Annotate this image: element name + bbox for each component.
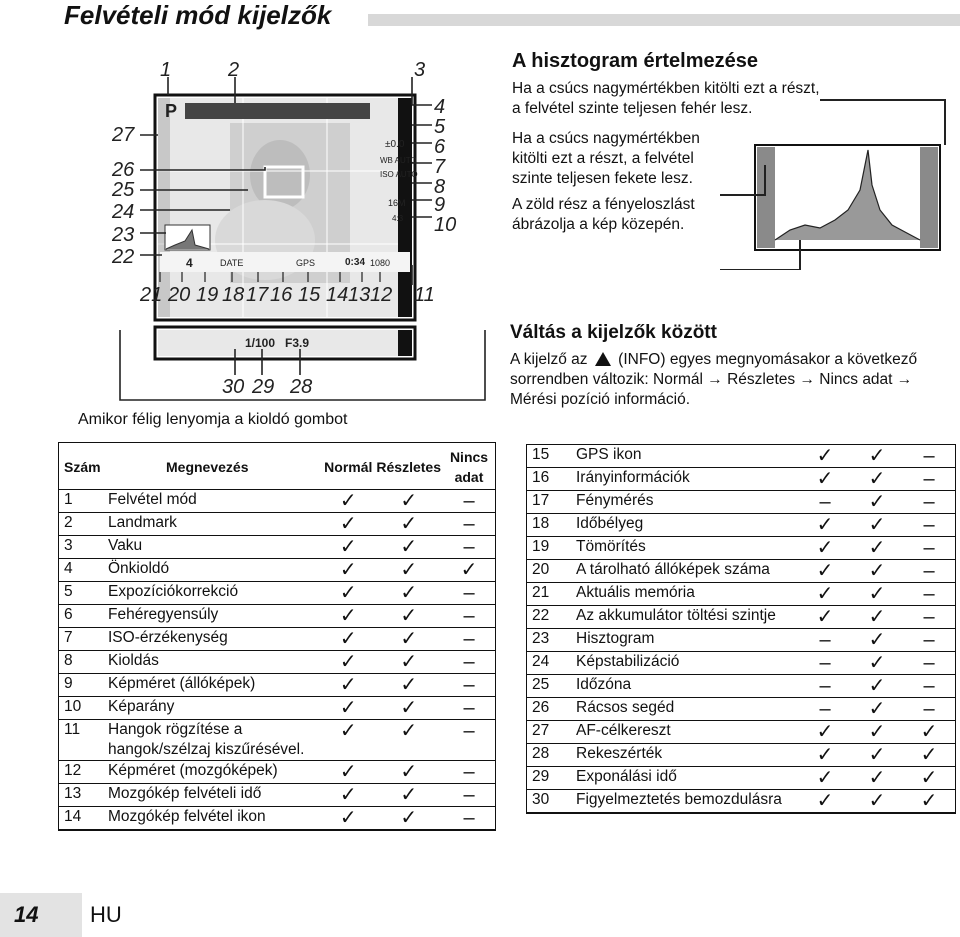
row-number: 19 <box>527 537 574 560</box>
row-mark: – <box>443 605 495 628</box>
table-row <box>59 651 495 674</box>
row-mark: ✓ <box>851 652 903 675</box>
table-row <box>527 629 955 652</box>
label-23: 23 <box>112 224 135 246</box>
display-diagram <box>0 45 505 440</box>
col-num: Szám <box>59 443 106 490</box>
row-mark: ✓ <box>851 606 903 629</box>
row-mark: ✓ <box>322 651 374 674</box>
row-mark: ✓ <box>374 807 443 830</box>
table-row <box>527 767 955 790</box>
label-28: 28 <box>290 376 313 398</box>
row-mark: ✓ <box>374 628 443 651</box>
row-mark: ✓ <box>322 784 374 807</box>
row-mark: ✓ <box>374 559 443 582</box>
row-mark: ✓ <box>903 790 955 813</box>
table-row <box>527 744 955 767</box>
row-mark: ✓ <box>322 536 374 559</box>
row-mark: ✓ <box>903 767 955 790</box>
row-mark: – <box>903 583 955 606</box>
row-mark: – <box>443 490 495 513</box>
row-number: 15 <box>527 445 574 468</box>
row-label: Mozgókép felvételi idő <box>106 784 322 807</box>
row-mark: ✓ <box>903 721 955 744</box>
row-mark: ✓ <box>374 761 443 784</box>
title-bar <box>368 14 960 26</box>
label-15: 15 <box>298 284 321 306</box>
label-22: 22 <box>112 246 135 268</box>
label-24: 24 <box>112 201 135 223</box>
black-text: Ha a csúcs nagymértékben kitölti ezt a részt, a felvétel szinte teljesen fekete lesz. <box>512 130 700 187</box>
row-number: 16 <box>527 468 574 491</box>
row-mark: ✓ <box>322 761 374 784</box>
row-label: Aktuális memória <box>574 583 799 606</box>
label-26: 26 <box>112 159 135 181</box>
mode-icon: P <box>165 101 178 121</box>
row-label: Képméret (állóképek) <box>106 674 322 697</box>
row-number: 30 <box>527 790 574 813</box>
green-text: A zöld rész a fényeloszlást ábrázolja a kép közepén. <box>512 196 695 233</box>
row-mark: – <box>799 652 851 675</box>
label-13: 13 <box>348 284 371 306</box>
row-mark: ✓ <box>322 720 374 761</box>
row-label: Hisztogram <box>574 629 799 652</box>
table-row <box>59 559 495 582</box>
row-label: Exponálási idő <box>574 767 799 790</box>
row-mark: ✓ <box>851 790 903 813</box>
row-label: Irányinformációk <box>574 468 799 491</box>
row-mark: – <box>799 698 851 721</box>
label-4: 4 <box>434 96 446 118</box>
row-number: 18 <box>527 514 574 537</box>
row-mark: – <box>903 537 955 560</box>
row-mark: ✓ <box>374 784 443 807</box>
row-mark: – <box>903 606 955 629</box>
switch-text <box>510 350 955 410</box>
row-number: 17 <box>527 491 574 514</box>
row-mark: ✓ <box>851 537 903 560</box>
col-nodata: Nincs adat <box>443 443 495 490</box>
table-row <box>527 698 955 721</box>
row-label: Időzóna <box>574 675 799 698</box>
label-14: 14 <box>326 284 349 306</box>
row-mark: ✓ <box>374 720 443 761</box>
col-normal: Normál <box>322 443 374 490</box>
row-mark: ✓ <box>322 513 374 536</box>
row-mark: ✓ <box>851 698 903 721</box>
label-6: 6 <box>434 136 446 158</box>
row-mark: ✓ <box>374 536 443 559</box>
row-mark: ✓ <box>799 468 851 491</box>
row-mark: – <box>443 513 495 536</box>
row-number: 9 <box>59 674 106 697</box>
row-mark: ✓ <box>851 445 903 468</box>
row-mark: ✓ <box>322 807 374 830</box>
row-mark: – <box>443 720 495 761</box>
table-row <box>59 720 495 761</box>
row-number: 4 <box>59 559 106 582</box>
row-mark: ✓ <box>799 744 851 767</box>
row-mark: ✓ <box>851 468 903 491</box>
row-number: 24 <box>527 652 574 675</box>
row-mark: ✓ <box>322 674 374 697</box>
row-mark: – <box>903 629 955 652</box>
language-code: HU <box>90 902 122 927</box>
row-number: 29 <box>527 767 574 790</box>
row-mark: ✓ <box>443 559 495 582</box>
table-left-frame <box>58 442 496 831</box>
page-title: Felvételi mód kijelzők <box>64 0 332 30</box>
table-row <box>527 606 955 629</box>
row-mark: – <box>903 675 955 698</box>
row-mark: – <box>903 445 955 468</box>
row-number: 22 <box>527 606 574 629</box>
table-row <box>59 536 495 559</box>
row-mark: – <box>799 491 851 514</box>
row-mark: – <box>799 629 851 652</box>
row-label: Mozgókép felvétel ikon <box>106 807 322 830</box>
label-5: 5 <box>434 116 446 138</box>
row-mark: ✓ <box>374 605 443 628</box>
row-mark: – <box>443 651 495 674</box>
table-right-frame <box>526 444 956 814</box>
row-mark: ✓ <box>374 674 443 697</box>
row-label: ISO-érzékenység <box>106 628 322 651</box>
table-row <box>59 582 495 605</box>
table-row <box>527 721 955 744</box>
table-row <box>59 605 495 628</box>
row-number: 7 <box>59 628 106 651</box>
row-number: 2 <box>59 513 106 536</box>
wb-icon: WB AUTO <box>380 156 417 165</box>
row-mark: ✓ <box>799 514 851 537</box>
table-row <box>59 628 495 651</box>
row-mark: ✓ <box>799 445 851 468</box>
table-left <box>59 443 495 830</box>
table-row <box>527 790 955 813</box>
label-16: 16 <box>270 284 293 306</box>
shutter-value: 1/100 <box>245 336 276 350</box>
aperture-value: F3.9 <box>285 336 310 350</box>
label-1: 1 <box>160 59 172 81</box>
table-row <box>59 490 495 513</box>
row-mark: ✓ <box>799 583 851 606</box>
iso-icon: ISO AUTO <box>380 170 418 179</box>
row-mark: – <box>903 468 955 491</box>
page-number-tab <box>0 893 82 937</box>
row-label: Képarány <box>106 697 322 720</box>
row-number: 5 <box>59 582 106 605</box>
row-mark: ✓ <box>799 537 851 560</box>
row-label: Vaku <box>106 536 322 559</box>
row-number: 3 <box>59 536 106 559</box>
label-29: 29 <box>252 376 275 398</box>
table-row <box>527 514 955 537</box>
label-3: 3 <box>414 59 426 81</box>
table-row <box>527 491 955 514</box>
table-row <box>527 583 955 606</box>
switch-heading: Váltás a kijelzők között <box>510 322 717 343</box>
row-number: 14 <box>59 807 106 830</box>
row-mark: – <box>443 536 495 559</box>
histogram-heading: A hisztogram értelmezése <box>512 50 759 72</box>
row-mark: ✓ <box>903 744 955 767</box>
switch-text-2: (INFO) egyes megnyomásakor a következő sorrendben változik: Normál → Részletes → Nincs adat → Mérési pozíció információ. <box>510 351 918 408</box>
row-number: 20 <box>527 560 574 583</box>
label-8: 8 <box>434 176 446 198</box>
movie-time: 0:34 <box>345 257 366 268</box>
table-row <box>59 674 495 697</box>
white-text: Ha a csúcs nagymértékben kitölti ezt a részt, a felvétel szinte teljesen fehér lesz. <box>512 80 820 117</box>
row-mark: – <box>443 807 495 830</box>
row-number: 26 <box>527 698 574 721</box>
row-label: Landmark <box>106 513 322 536</box>
table-row <box>59 513 495 536</box>
row-mark: ✓ <box>322 582 374 605</box>
table-row <box>527 652 955 675</box>
row-mark: – <box>903 652 955 675</box>
row-mark: ✓ <box>799 790 851 813</box>
row-mark: ✓ <box>322 559 374 582</box>
row-mark: ✓ <box>374 582 443 605</box>
row-label: Tömörítés <box>574 537 799 560</box>
label-10: 10 <box>434 214 457 236</box>
row-mark: ✓ <box>851 629 903 652</box>
label-17: 17 <box>246 284 269 306</box>
row-mark: – <box>903 514 955 537</box>
row-mark: ✓ <box>851 744 903 767</box>
row-number: 11 <box>59 720 106 761</box>
gps-icon: GPS <box>296 258 316 268</box>
row-mark: – <box>903 491 955 514</box>
exp-comp-icon: ±0.0 <box>385 139 405 150</box>
row-mark: ✓ <box>851 767 903 790</box>
table-row <box>59 761 495 784</box>
col-detailed: Részletes <box>374 443 443 490</box>
row-mark: – <box>903 698 955 721</box>
row-label: AF-célkereszt <box>574 721 799 744</box>
table-row <box>527 675 955 698</box>
label-27: 27 <box>112 124 135 146</box>
row-number: 1 <box>59 490 106 513</box>
aspect-icon: 4:3 <box>392 214 404 223</box>
row-number: 28 <box>527 744 574 767</box>
row-mark: ✓ <box>851 560 903 583</box>
row-label: Rácsos segéd <box>574 698 799 721</box>
row-mark: ✓ <box>322 605 374 628</box>
row-number: 13 <box>59 784 106 807</box>
row-label: Képstabilizáció <box>574 652 799 675</box>
table-row <box>59 784 495 807</box>
switch-section <box>510 322 960 410</box>
row-number: 8 <box>59 651 106 674</box>
row-label: Fénymérés <box>574 491 799 514</box>
row-mark: ✓ <box>799 721 851 744</box>
row-number: 27 <box>527 721 574 744</box>
row-label: Kioldás <box>106 651 322 674</box>
table-row <box>527 560 955 583</box>
row-mark: ✓ <box>851 721 903 744</box>
row-label: Képméret (mozgóképek) <box>106 761 322 784</box>
table-row <box>527 445 955 468</box>
row-mark: – <box>443 761 495 784</box>
row-mark: ✓ <box>322 628 374 651</box>
row-mark: ✓ <box>322 490 374 513</box>
row-number: 25 <box>527 675 574 698</box>
label-11: 11 <box>414 284 435 306</box>
row-number: 23 <box>527 629 574 652</box>
label-21: 21 <box>140 284 163 306</box>
row-label: Időbélyeg <box>574 514 799 537</box>
row-mark: – <box>443 628 495 651</box>
row-mark: ✓ <box>851 514 903 537</box>
label-2: 2 <box>228 59 240 81</box>
row-mark: ✓ <box>374 651 443 674</box>
table-row <box>527 537 955 560</box>
label-18: 18 <box>222 284 245 306</box>
page-header <box>0 0 960 32</box>
row-number: 6 <box>59 605 106 628</box>
row-mark: ✓ <box>374 490 443 513</box>
table-row <box>59 697 495 720</box>
row-mark: ✓ <box>799 606 851 629</box>
row-label: Fehéregyensúly <box>106 605 322 628</box>
diagram-caption: Amikor félig lenyomja a kioldó gombot <box>78 411 348 428</box>
row-mark: ✓ <box>799 560 851 583</box>
row-mark: ✓ <box>374 697 443 720</box>
table-row <box>527 468 955 491</box>
row-mark: ✓ <box>851 583 903 606</box>
row-label: Önkioldó <box>106 559 322 582</box>
table-left-header <box>59 443 495 490</box>
row-label: GPS ikon <box>574 445 799 468</box>
label-19: 19 <box>196 284 219 306</box>
row-label: Figyelmeztetés bemozdulásra <box>574 790 799 813</box>
page-number: 14 <box>14 902 39 927</box>
movie-res-icon: 1080 <box>370 258 391 268</box>
row-mark: – <box>903 560 955 583</box>
label-9: 9 <box>434 194 446 216</box>
row-mark: ✓ <box>374 513 443 536</box>
row-mark: – <box>799 675 851 698</box>
label-7: 7 <box>434 156 446 178</box>
label-30: 30 <box>222 376 245 398</box>
switch-text-1: A kijelző az <box>510 351 588 368</box>
info-triangle-icon <box>595 352 611 366</box>
row-mark: ✓ <box>799 767 851 790</box>
row-mark: – <box>443 582 495 605</box>
date-icon: DATE <box>220 258 244 268</box>
table-right <box>527 445 955 813</box>
row-number: 12 <box>59 761 106 784</box>
histogram-graphic <box>720 90 960 270</box>
row-mark: ✓ <box>851 675 903 698</box>
row-mark: – <box>443 674 495 697</box>
row-mark: ✓ <box>322 697 374 720</box>
row-label: Rekeszérték <box>574 744 799 767</box>
row-label: Felvétel mód <box>106 490 322 513</box>
label-12: 12 <box>370 284 393 306</box>
row-label: Hangok rögzítése a hangok/szélzaj kiszűrésével. <box>106 720 322 761</box>
row-mark: – <box>443 697 495 720</box>
row-label: Az akkumulátor töltési szintje <box>574 606 799 629</box>
label-25: 25 <box>112 179 135 201</box>
remaining-icon: 4 <box>186 256 193 270</box>
label-20: 20 <box>168 284 191 306</box>
row-mark: – <box>443 784 495 807</box>
col-name: Megnevezés <box>106 443 322 490</box>
row-mark: ✓ <box>851 491 903 514</box>
row-label: A tárolható állóképek száma <box>574 560 799 583</box>
size-icon: 16M <box>388 198 406 208</box>
row-number: 10 <box>59 697 106 720</box>
row-number: 21 <box>527 583 574 606</box>
row-label: Expozíciókorrekció <box>106 582 322 605</box>
table-row <box>59 807 495 830</box>
